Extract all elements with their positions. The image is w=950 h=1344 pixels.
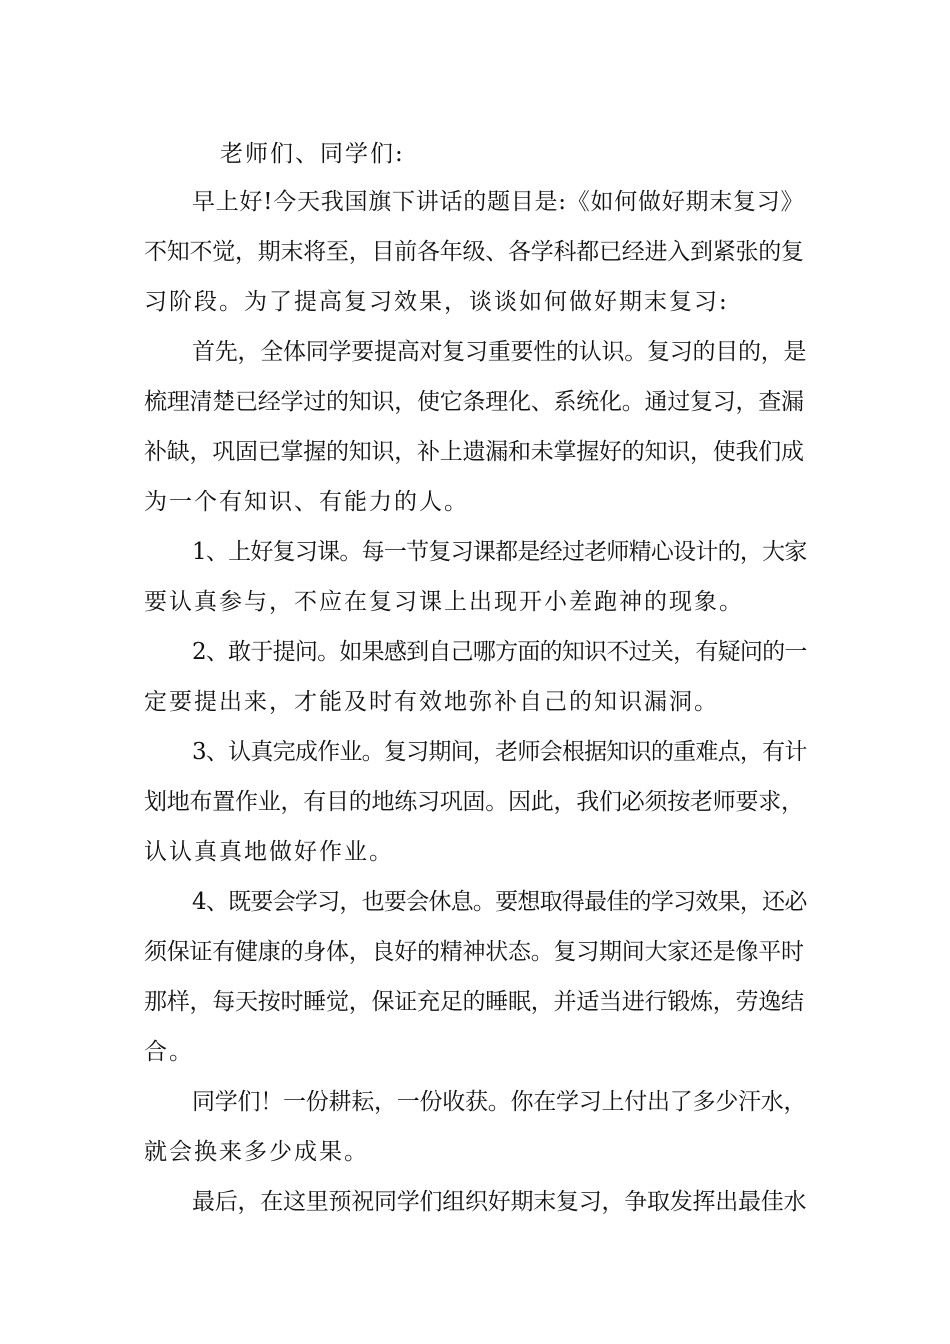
text-line: 要认真参与，不应在复习课上出现开小差跑神的现象。 <box>144 589 744 615</box>
text-line: 1、上好复习课。每一节复习课都是经过老师精心设计的，大家 <box>192 539 807 565</box>
text-line: 那样，每天按时睡觉，保证充足的睡眠，并适当进行锻炼，劳逸结 <box>144 989 804 1015</box>
text-line: 最后，在这里预祝同学们组织好期末复习，争取发挥出最佳水 <box>192 1189 807 1215</box>
text-line: 合。 <box>144 1039 194 1065</box>
text-line: 认认真真地做好作业。 <box>144 839 394 865</box>
text-line: 4、既要会学习，也要会休息。要想取得最佳的学习效果，还必 <box>192 889 807 915</box>
text-line: 梳理清楚已经学过的知识，使它条理化、系统化。通过复习，查漏 <box>144 389 804 415</box>
text-line: 同学们！一份耕耘，一份收获。你在学习上付出了多少汗水， <box>192 1089 807 1115</box>
text-line: 首先，全体同学要提高对复习重要性的认识。复习的目的，是 <box>192 339 807 365</box>
text-line: 划地布置作业，有目的地练习巩固。因此，我们必须按老师要求， <box>144 789 804 815</box>
text-line: 定要提出来，才能及时有效地弥补自己的知识漏洞。 <box>144 689 719 715</box>
text-line: 3、认真完成作业。复习期间，老师会根据知识的重难点，有计 <box>192 739 807 765</box>
salutation-line: 老师们、同学们: <box>220 141 405 167</box>
text-line: 须保证有健康的身体，良好的精神状态。复习期间大家还是像平时 <box>144 939 804 965</box>
text-line: 为一个有知识、有能力的人。 <box>144 489 469 515</box>
text-line: 补缺，巩固已掌握的知识，补上遗漏和未掌握好的知识，使我们成 <box>144 439 804 465</box>
text-line: 不知不觉，期末将至，目前各年级、各学科都已经进入到紧张的复 <box>144 239 804 265</box>
text-line: 2、敢于提问。如果感到自己哪方面的知识不过关，有疑问的一 <box>192 639 807 665</box>
text-line: 习阶段。为了提高复习效果，谈谈如何做好期末复习: <box>144 289 729 315</box>
text-line: 早上好!今天我国旗下讲话的题目是:《如何做好期末复习》 <box>192 189 805 215</box>
text-line: 就会换来多少成果。 <box>144 1139 369 1165</box>
